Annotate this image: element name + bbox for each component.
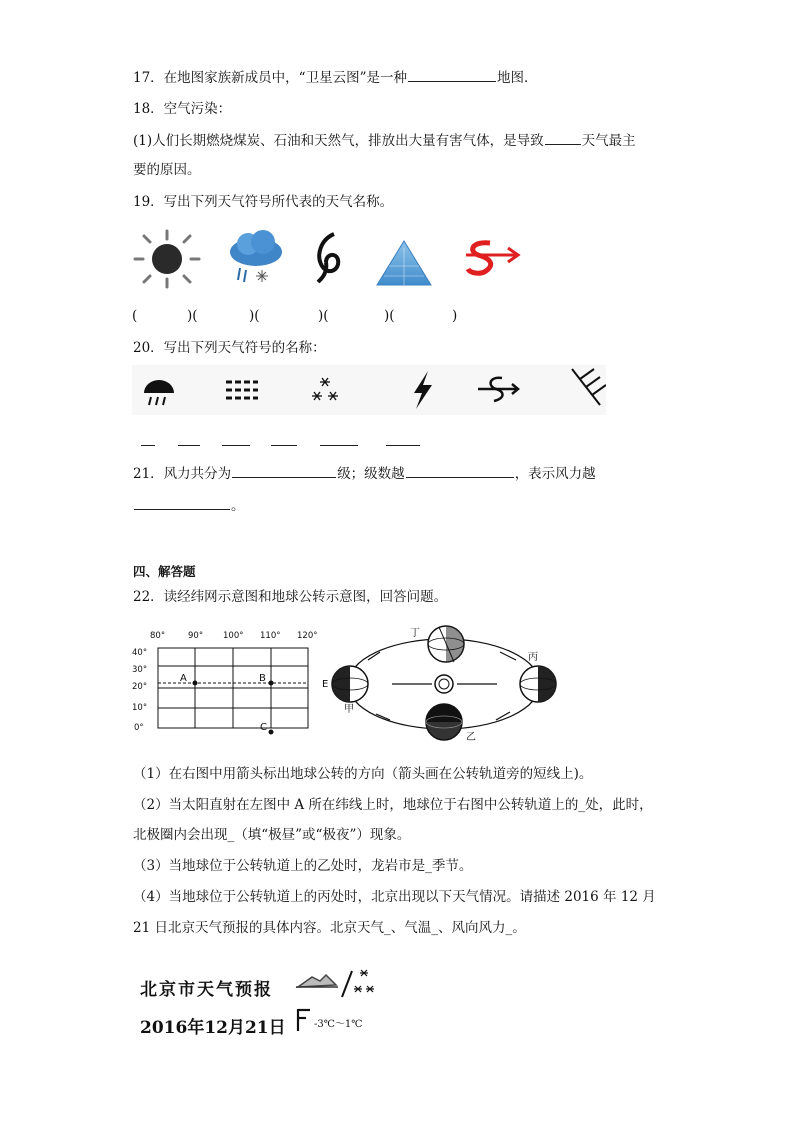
earth-ding [428,626,464,662]
q22-sub3: （3）当地球位于公转轨道上的乙处时，龙岩市是_季节。 [133,858,473,874]
question-20-title: 20．写出下列天气符号的名称： [133,340,326,356]
paren-2: )( [187,308,198,324]
point-a-label: A [180,673,187,684]
lat-label-0: 0° [134,723,144,733]
q22-sub2b: 北极圈内会出现_（填“极昼”或“极夜”）现象。 [133,827,411,843]
q20-blank-2[interactable] [178,445,200,446]
lon-label-110: 110° [260,631,281,641]
orbit-side-mark: E [322,679,329,690]
forecast-title: 北京市天气预报 [140,980,273,1000]
lat-long-grid [132,628,330,740]
paren-6: ) [452,308,458,324]
q18-line1-text: (1)人们长期燃烧煤炭、石油和天然气，排放出大量有害气体，是导致 [133,133,544,149]
q22-sub4a: （4）当地球位于公转轨道上的丙处时，北京出现以下天气情况。请描述 2016 年 12 月 [133,889,656,905]
lon-label-80: 80° [150,631,166,641]
forecast-date: 2016年12月21日 [140,1018,286,1038]
lon-label-90: 90° [188,631,204,641]
q18-blank[interactable] [545,131,581,145]
orbit-label-bing: 丙 [528,652,538,663]
question-21 [133,464,596,483]
point-c-label: C [260,722,267,733]
orbit-label-ding: 丁 [410,628,420,639]
typhoon-icon [312,230,344,286]
paren-4: )( [318,308,329,324]
q21-text-mid: 级；级数越 [337,466,405,482]
q17-blank[interactable] [408,68,496,82]
q20-blank-3[interactable] [222,445,250,446]
q21-end: 。 [231,498,245,514]
q22-sub1: （1）在右图中用箭头标出地球公转的方向（箭头画在公转轨道旁的短线上)。 [133,766,593,782]
point-b-label: B [259,673,266,684]
q20-blank-6[interactable] [386,445,420,446]
snake-arrow-icon [462,237,524,279]
section-4-title: 四、解答题 [133,564,196,579]
q20-blank-4[interactable] [271,445,297,446]
q21-text-post: ，表示风力越 [514,466,596,482]
earth-bing [520,666,556,702]
sunny-icon [132,228,202,290]
lat-label-10: 10° [132,703,148,713]
question-21-line2 [133,496,245,515]
q20-symbols-strip [132,365,606,415]
orbit-label-jia: 甲 [344,704,354,715]
q17-text-end: 地图． [496,70,538,86]
q21-text: 21．风力共分为 [133,466,232,482]
q22-sub2a: （2）当太阳直射在左图中 A 所在纬线上时，地球位于右图中公转轨道上的_处，此时， [133,797,653,813]
lon-label-100: 100° [223,631,244,641]
q21-blank-1[interactable] [232,464,336,478]
q22-sub4b: 21 日北京天气预报的具体内容。北京天气_、气温_、风向风力_。 [133,920,526,936]
q21-blank-2[interactable] [406,464,514,478]
paren-1: ( [132,308,138,324]
q18-line1-end: 天气最主 [581,133,636,149]
rain-snow-cloud-icon [228,230,286,290]
question-18-line2: 要的原因。 [133,162,201,178]
forecast-temp: -3℃～1℃ [314,1019,363,1030]
lon-label-120: 120° [297,631,318,641]
lat-label-20: 20° [132,682,148,692]
q20-blank-5[interactable] [320,445,358,446]
paren-5: )( [384,308,395,324]
question-22-title: 22．读经纬网示意图和地球公转示意图，回答问题。 [133,589,448,605]
q17-text: 17．在地图家族新成员中，“卫星云图”是一种 [133,70,407,86]
q21-blank-3[interactable] [134,496,230,510]
paren-3: )( [249,308,260,324]
earth-yi [426,704,462,740]
question-18-line1 [133,131,636,150]
earth-orbit-diagram [320,622,568,747]
earth-jia [332,666,368,702]
lat-label-30: 30° [132,665,148,675]
question-17 [133,68,537,87]
question-18-title: 18．空气污染： [133,101,232,117]
lat-label-40: 40° [132,648,148,658]
triangle-icon [374,238,434,288]
orbit-label-yi: 乙 [466,732,476,743]
question-19-title: 19．写出下列天气符号所代表的天气名称。 [133,194,394,210]
q20-blank-1[interactable] [141,445,155,446]
